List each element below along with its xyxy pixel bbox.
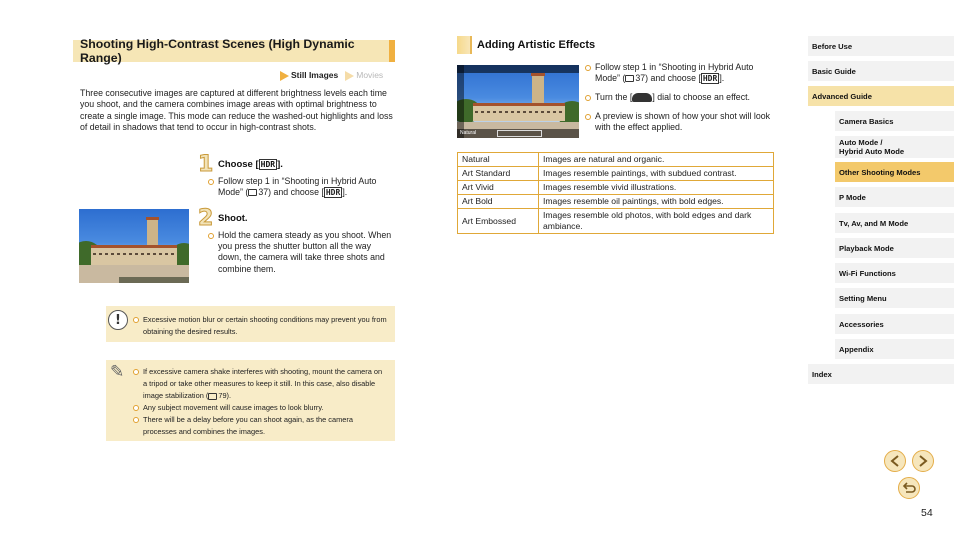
bullet-icon [133,369,139,375]
effect-name-cell: Natural [458,153,539,167]
movies-tab[interactable]: Movies [345,70,383,81]
hdr-icon: HDR [325,188,341,198]
nav-wifi-functions[interactable]: Wi-Fi Functions [835,263,954,283]
bullet-icon [208,179,214,185]
memo-bullet-3: There will be a delay before you can shoot again, as the camera processes and combines the images. [133,414,388,438]
caution-note [106,306,395,342]
nav-p-mode[interactable]: P Mode [835,187,954,207]
bullet-icon [133,405,139,411]
effect-desc-cell: Images are natural and organic. [539,153,774,167]
bullet-icon [585,65,591,71]
triangle-icon [280,71,289,81]
effects-table-row [458,167,774,181]
step-2-number: 2 [198,206,214,231]
arrow-left-icon [890,455,900,467]
nav-setting-menu[interactable]: Setting Menu [835,288,954,308]
step-2-bullet: Hold the camera steady as you shoot. When you press the shutter button all the way down, the camera will take three shots and combine them. [208,230,395,275]
effects-table-row [458,209,774,234]
effects-table-row [458,153,774,167]
nav-basic-guide[interactable]: Basic Guide [808,61,954,81]
heading-marker [457,36,472,54]
next-page-button[interactable] [912,450,934,472]
effect-desc-cell: Images resemble oil paintings, with bold edges. [539,195,774,209]
prev-page-button[interactable] [884,450,906,472]
effect-name-cell: Art Vivid [458,181,539,195]
preview-effect-label: Natural [457,129,579,138]
nav-tv-av-m-mode[interactable]: Tv, Av, and M Mode [835,213,954,233]
effect-desc-cell: Images resemble old photos, with bold edges and dark ambiance. [539,209,774,234]
pencil-icon: ✎ [110,362,125,382]
arrow-right-icon [918,455,928,467]
hdr-icon: HDR [260,160,276,169]
step-1-number: 1 [198,152,214,177]
effect-preview-photo [457,65,579,138]
memo-note [106,360,395,441]
bullet-icon [208,233,214,239]
return-icon [902,482,916,494]
effect-name-cell: Art Standard [458,167,539,181]
nav-appendix[interactable]: Appendix [835,339,954,359]
bullet-icon [133,317,139,323]
caution-bullet: Excessive motion blur or certain shooting conditions may prevent you from obtaining the desired results. [133,314,388,338]
book-icon [625,75,634,82]
caution-icon: ! [108,310,128,330]
page-number: 54 [921,507,933,519]
nav-accessories[interactable]: Accessories [835,314,954,334]
control-dial-icon [632,93,652,102]
nav-before-use[interactable]: Before Use [808,36,954,56]
still-images-tab[interactable]: Still Images [280,70,338,81]
bullet-icon [585,114,591,120]
nav-camera-basics[interactable]: Camera Basics [835,111,954,131]
hdr-sample-photo [79,209,189,283]
section-title-text: Shooting High-Contrast Scenes (High Dynamic Range) [80,37,355,65]
nav-advanced-guide[interactable]: Advanced Guide [808,86,954,106]
effect-desc-cell: Images resemble paintings, with subdued contrast. [539,167,774,181]
step-1-title: Choose [ HDR ]. [218,159,283,170]
memo-bullet-2: Any subject movement will cause images to look blurry. [133,402,388,414]
book-icon [248,189,257,196]
nav-index[interactable]: Index [808,364,954,384]
book-icon [208,393,217,400]
effect-desc-cell: Images resemble vivid illustrations. [539,181,774,195]
effects-bullet-3: A preview is shown of how your shot will look with the effect applied. [585,111,775,133]
nav-playback-mode[interactable]: Playback Mode [835,238,954,258]
section-title [73,37,395,65]
effects-bullet-1: Follow step 1 in “Shooting in Hybrid Auto Mode” ( 37) and choose [ HDR ]. [585,62,775,84]
memo-bullet-1: If excessive camera shake interferes with shooting, mount the camera on a tripod or take other measures to keep it still. In this case, also disable image stabilization ( 79). [133,366,388,402]
step-1-bullet: Follow step 1 in “Shooting in Hybrid Auto Mode” ( 37) and choose [ HDR ]. [208,176,395,198]
effects-bullet-2: Turn the [ ] dial to choose an effect. [585,92,775,103]
intro-paragraph: Three consecutive images are captured at different brightness levels each time you shoot, and the camera combines image areas with optimal brightness to create a single image. This mode can reduce the washed-out highlights and loss of detail in shadows that tend to occur in high-contrast shots. [80,88,393,133]
back-button[interactable] [898,477,920,499]
nav-other-shooting-modes[interactable]: Other Shooting Modes [835,162,954,182]
hdr-icon: HDR [702,74,718,84]
effects-table-row [458,181,774,195]
effects-table [457,152,774,234]
mode-tabs [280,70,383,81]
step-2-title: Shoot. [218,213,248,224]
nav-auto-mode[interactable]: Auto Mode / Hybrid Auto Mode [835,136,954,158]
bullet-icon [585,95,591,101]
effect-name-cell: Art Embossed [458,209,539,234]
triangle-icon [345,71,354,81]
effects-table-row [458,195,774,209]
effect-name-cell: Art Bold [458,195,539,209]
artistic-effects-title: Adding Artistic Effects [477,39,596,51]
bullet-icon [133,417,139,423]
